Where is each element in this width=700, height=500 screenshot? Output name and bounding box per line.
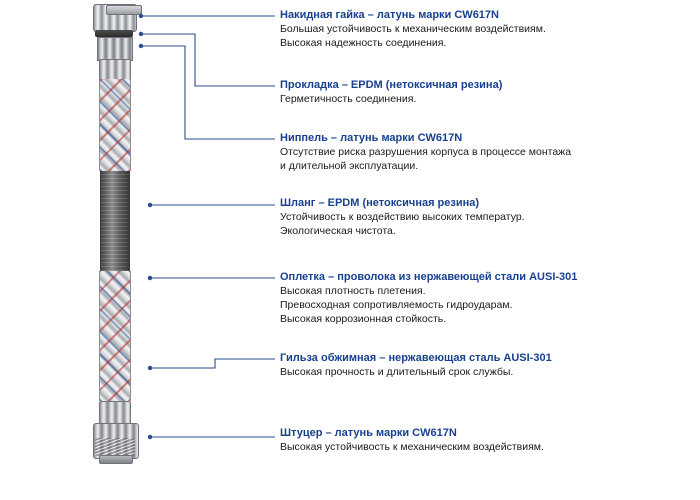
flexible-hose-illustration bbox=[85, 0, 155, 500]
part-fitting-thread bbox=[95, 438, 135, 456]
part-sleeve-bottom bbox=[99, 401, 131, 425]
callout-braid-title: Оплетка – проволока из нержавеющей стали AUSI-301 bbox=[280, 271, 578, 283]
part-braid-upper bbox=[99, 79, 131, 171]
callout-hose-line-2: Экологическая чистота. bbox=[280, 225, 396, 237]
callout-hose-title: Шланг – EPDM (нетоксичная резина) bbox=[280, 197, 480, 209]
callout-fitting bbox=[280, 426, 544, 454]
callout-nut-line-1: Большая устойчивость к механическим воздействиям. bbox=[280, 23, 546, 35]
leader-line-nipple bbox=[140, 46, 275, 139]
callout-braid bbox=[280, 270, 577, 326]
part-fitting-tip bbox=[99, 455, 133, 464]
callout-braid-line-2: Превосходная сопротивляемость гидроударам. bbox=[280, 299, 513, 311]
leader-line-gasket bbox=[140, 34, 275, 86]
callout-nut bbox=[280, 8, 546, 50]
part-sleeve-top bbox=[99, 59, 131, 81]
callout-fitting-line-1: Высокая устойчивость к механическим воздействиям. bbox=[280, 441, 544, 453]
part-gasket bbox=[95, 30, 133, 37]
callout-sleeve-title: Гильза обжимная – нержавеющая сталь AUSI-301 bbox=[280, 352, 552, 364]
callout-braid-line-3: Высокая коррозионная стойкость. bbox=[280, 313, 447, 325]
callout-nipple-line-1: Отсутствие риска разрушения корпуса в процессе монтажа bbox=[280, 146, 572, 158]
callout-sleeve-line-1: Высокая прочность и длительный срок службы. bbox=[280, 366, 514, 378]
callout-hose-line-1: Устойчивость к воздействию высоких температур. bbox=[280, 211, 525, 223]
part-hose-middle bbox=[100, 171, 130, 271]
callout-gasket-title: Прокладка – EPDM (нетоксичная резина) bbox=[280, 79, 503, 91]
callout-nut-line-2: Высокая надежность соединения. bbox=[280, 37, 447, 49]
part-nut-top bbox=[93, 4, 137, 32]
callout-braid-line-1: Высокая плотность плетения. bbox=[280, 285, 426, 297]
part-nut-top-cap bbox=[106, 5, 142, 15]
part-nipple bbox=[97, 37, 133, 61]
callout-sleeve bbox=[280, 351, 552, 379]
callout-nipple bbox=[280, 131, 571, 173]
callout-fitting-title: Штуцер – латунь марки CW617N bbox=[280, 427, 457, 439]
callout-nut-title: Накидная гайка – латунь марки CW617N bbox=[280, 9, 499, 21]
callout-gasket bbox=[280, 78, 502, 106]
callout-nipple-title: Ниппель – латунь марки CW617N bbox=[280, 132, 463, 144]
leader-line-sleeve bbox=[150, 359, 275, 368]
callout-gasket-line-1: Герметичность соединения. bbox=[280, 93, 417, 105]
part-braid-lower bbox=[99, 271, 131, 401]
callout-nipple-line-2: и длительной эксплуатации. bbox=[280, 160, 419, 172]
callout-hose bbox=[280, 196, 525, 238]
